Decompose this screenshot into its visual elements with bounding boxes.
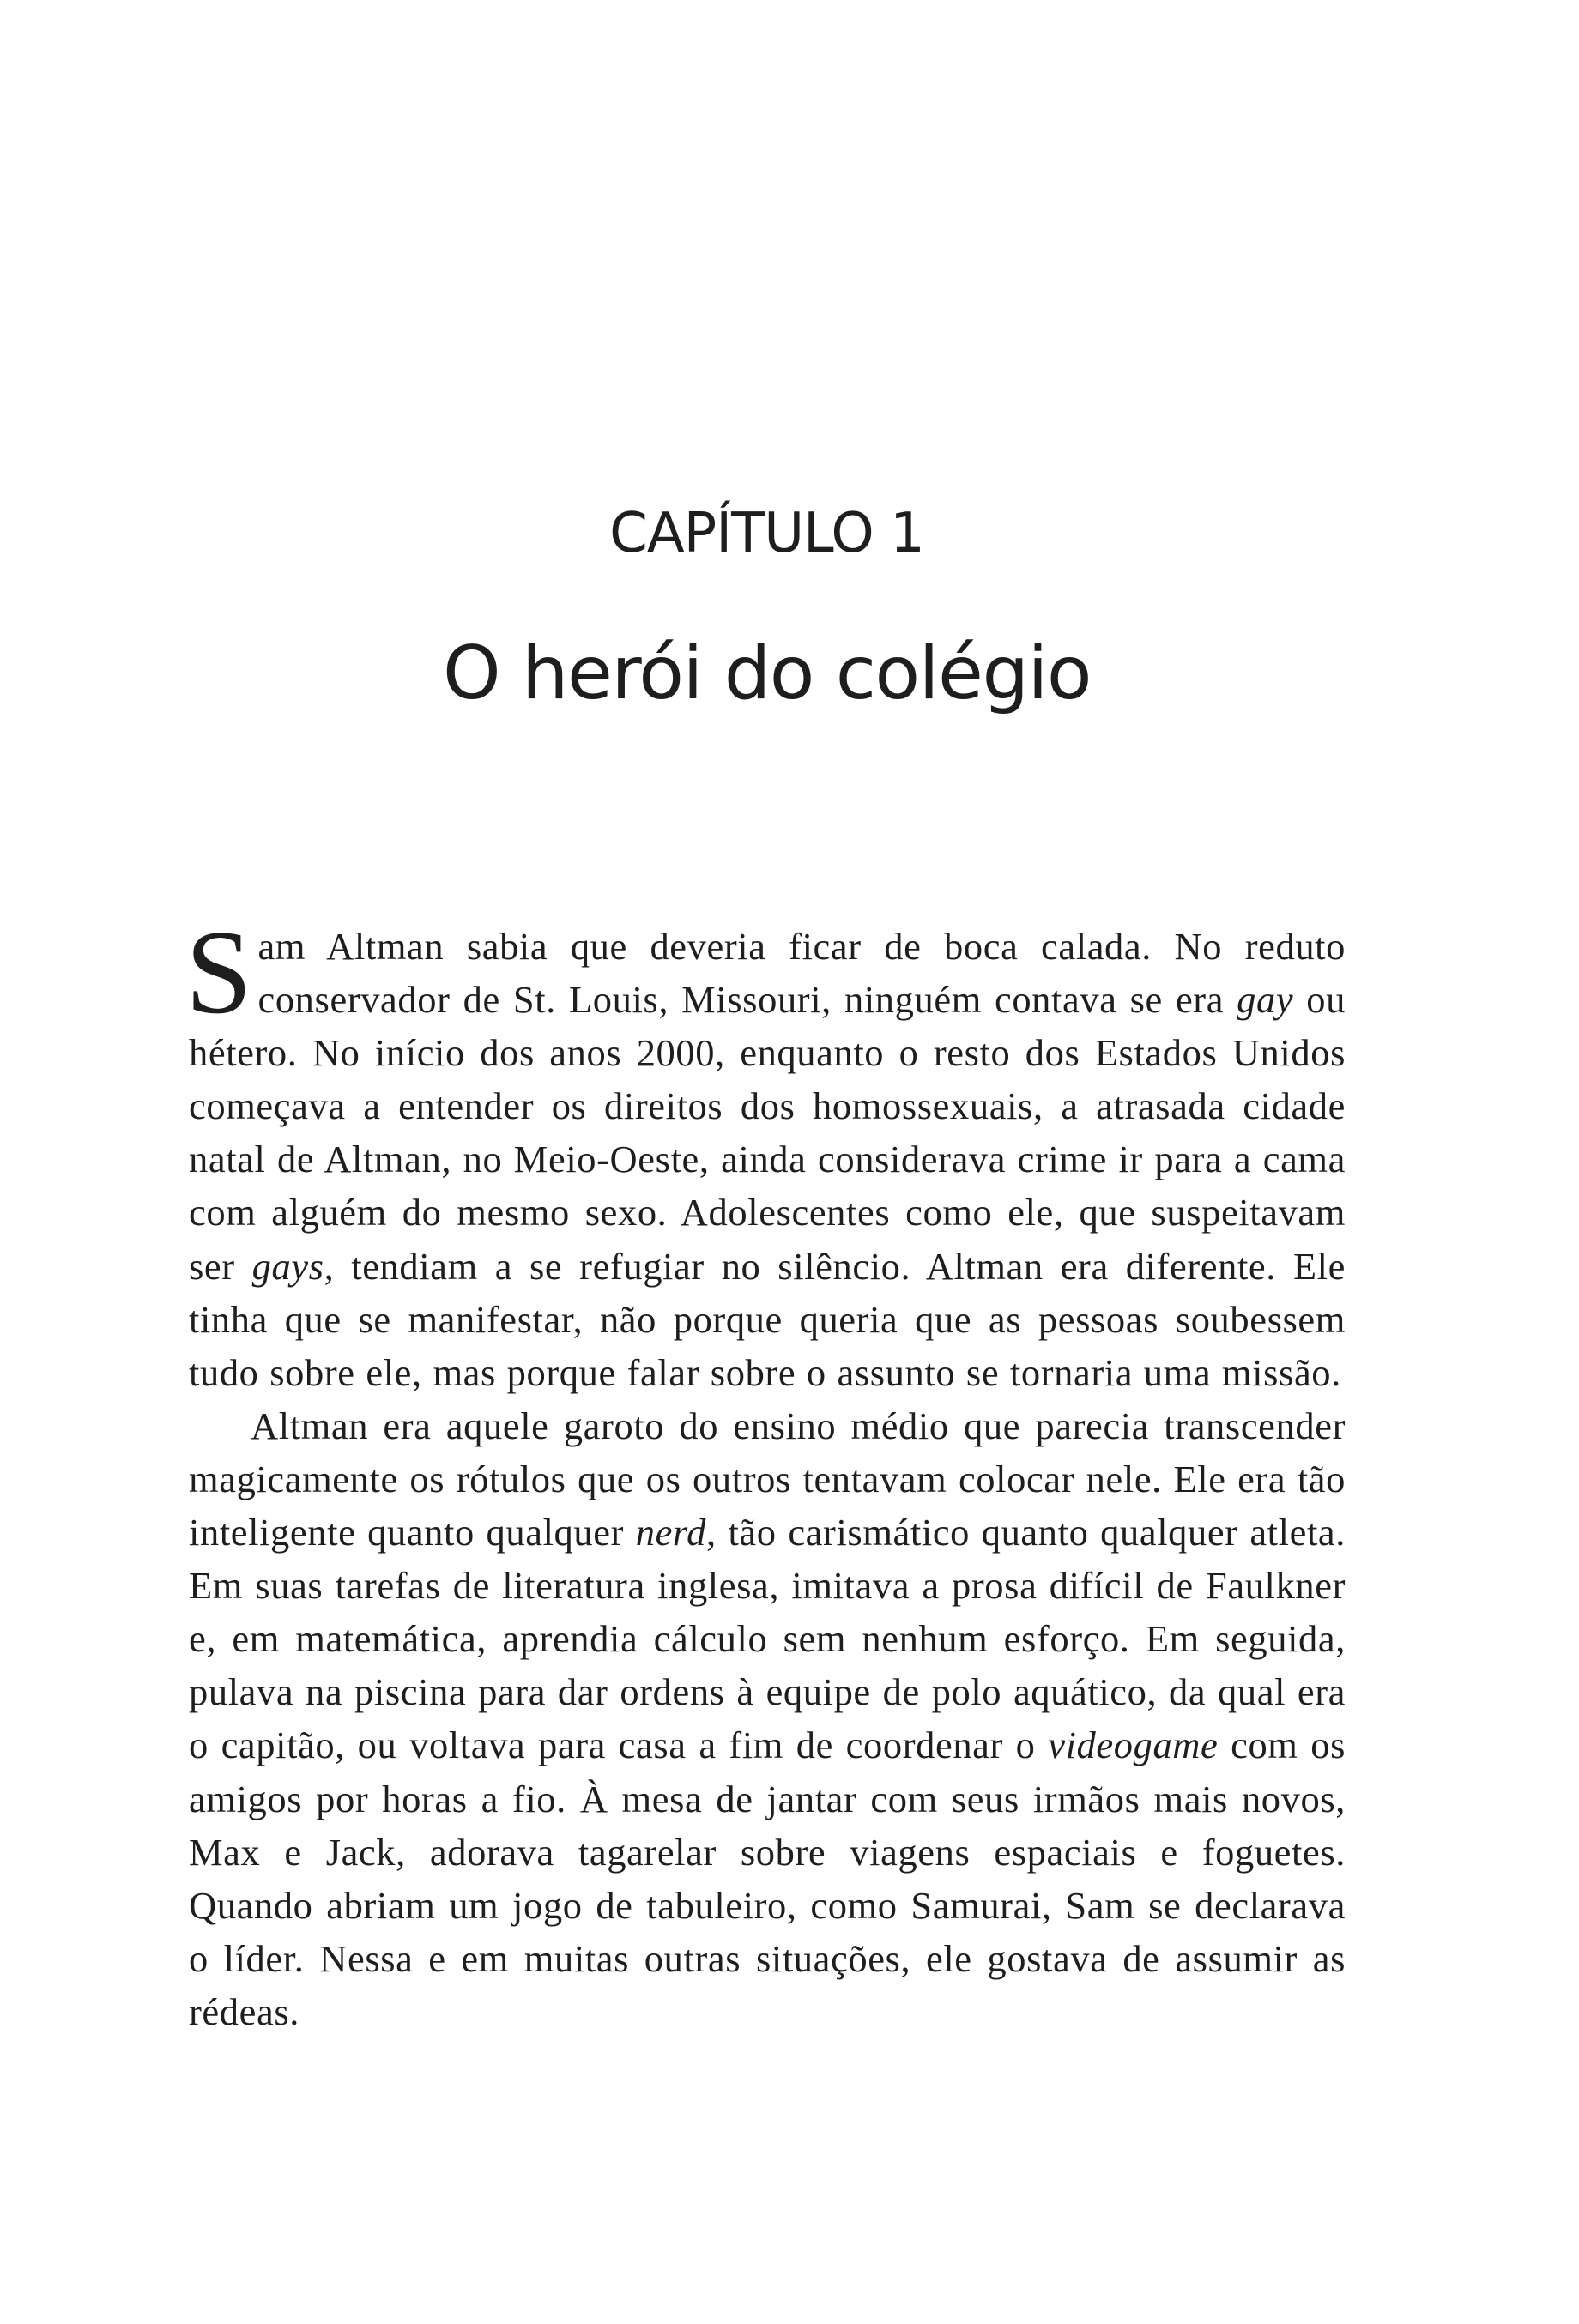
- paragraph-2-text-b: , tão carismático quanto qualquer atleta. Em suas tarefas de literatura inglesa, imitava a prosa difícil de Faulkner e, em matemática, aprendia cálculo sem nenhum esforço. Em seguida, pulava na piscina para dar ordens à equipe de polo aquático, da qual era o capitão, ou voltava para casa a fim de coordenar o: [189, 1511, 1346, 1767]
- paragraph-1-text-c: , tendiam a se refugiar no silêncio. Altman era diferente. Ele tinha que se manifestar, não porque queria que as pessoas soubessem tudo sobre ele, mas porque falar sobre o assunto se tornaria uma missão.: [189, 1244, 1346, 1394]
- paragraph-1-text-b: ou hétero. No início dos anos 2000, enquanto o resto dos Estados Unidos começava a entender os direitos dos homossexuais, a atrasada cidade natal de Altman, no Meio-Oeste, ainda considerava crime ir para a cama com alguém do mesmo sexo. Adolescentes como ele, que suspeitavam ser: [189, 978, 1346, 1288]
- paragraph-2: [189, 1399, 1346, 2038]
- paragraph-2-text-a: Altman era aquele garoto do ensino médio que parecia transcender magicamente os rótulos que os outros tentavam colocar nele. Ele era tão inteligente quanto qualquer: [189, 1403, 1346, 1554]
- paragraph-2-italic-a: nerd: [635, 1511, 707, 1554]
- paragraph-1-italic-b: gays: [251, 1244, 324, 1288]
- paragraph-2-text-c: com os amigos por horas a fio. À mesa de jantar com seus irmãos mais novos, Max e Jack, adorava tagarelar sobre viagens espaciais e foguetes. Quando abriam um jogo de tabuleiro, como Samurai, Sam se declarava o líder. Nessa e em muitas outras situações, ele gostava de assumir as rédeas.: [189, 1723, 1346, 2033]
- body-text: [185, 906, 1346, 2038]
- paragraph-1: [185, 906, 1346, 1399]
- paragraph-1-text-a: am Altman sabia que deveria ficar de boca calada. No reduto conservador de St. Louis, Missouri, ninguém contava se era: [257, 925, 1346, 1022]
- paragraph-2-italic-b: videogame: [1048, 1723, 1219, 1767]
- chapter-title: O herói do colégio: [442, 631, 1092, 716]
- paragraph-1-italic-a: gay: [1237, 978, 1294, 1022]
- drop-cap: S: [185, 906, 253, 1039]
- chapter-label: CAPÍTULO 1: [609, 502, 924, 565]
